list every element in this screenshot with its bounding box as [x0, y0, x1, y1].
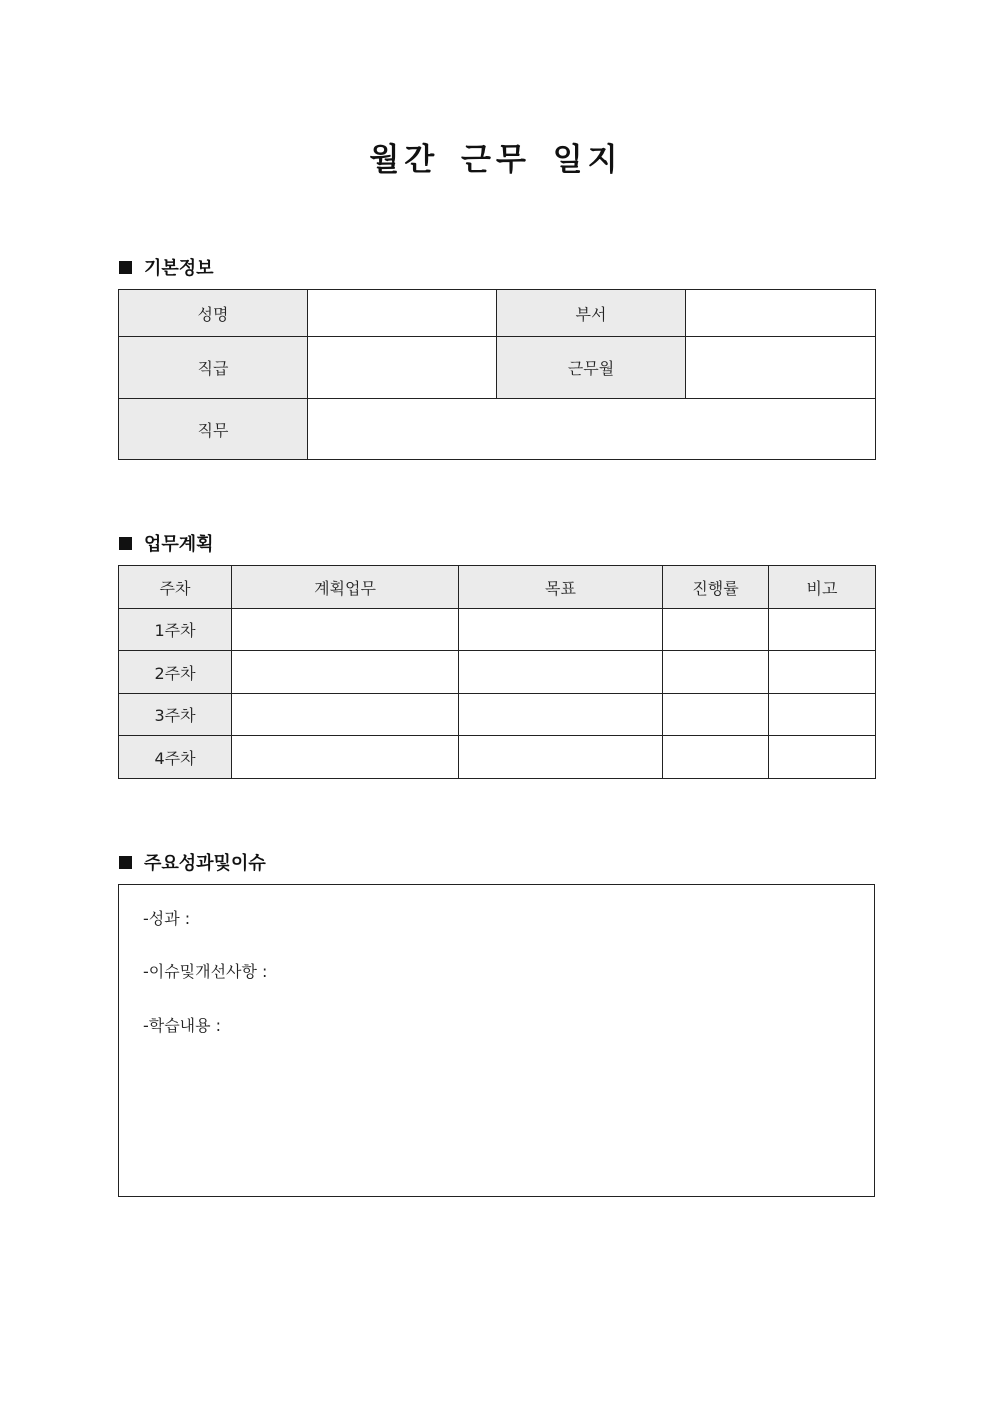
- plan-task-cell[interactable]: [232, 736, 459, 779]
- basic-info-heading: [119, 254, 214, 280]
- learning-content-line: -학습내용 :: [143, 1016, 222, 1035]
- duty-label: 직무: [119, 399, 308, 460]
- table-row: [119, 290, 876, 337]
- name-label: 성명: [119, 290, 308, 337]
- column-header: 계획업무: [232, 566, 459, 609]
- week-label: 4주차: [119, 736, 232, 779]
- progress-cell[interactable]: [663, 609, 769, 651]
- goal-cell[interactable]: [459, 651, 663, 694]
- plan-task-cell[interactable]: [232, 651, 459, 694]
- table-row: [119, 399, 876, 460]
- week-label: 3주차: [119, 694, 232, 736]
- work-plan-table: [118, 565, 876, 779]
- goal-cell[interactable]: [459, 694, 663, 736]
- table-row: [119, 694, 876, 736]
- column-header: 목표: [459, 566, 663, 609]
- position-field[interactable]: [308, 337, 497, 399]
- progress-cell[interactable]: [663, 694, 769, 736]
- square-bullet-icon: [119, 261, 132, 274]
- issues-improvement-line: -이슈및개선사항 :: [143, 962, 268, 981]
- duty-field[interactable]: [308, 399, 876, 460]
- basic-info-table: [118, 289, 876, 460]
- achievements-memo-box[interactable]: [118, 884, 875, 1197]
- document-title: 월간 근무 일지: [369, 142, 623, 178]
- goal-cell[interactable]: [459, 736, 663, 779]
- goal-cell[interactable]: [459, 609, 663, 651]
- name-field[interactable]: [308, 290, 497, 337]
- remarks-cell[interactable]: [769, 651, 876, 694]
- plan-task-cell[interactable]: [232, 609, 459, 651]
- column-header: 진행률: [663, 566, 769, 609]
- remarks-cell[interactable]: [769, 736, 876, 779]
- progress-cell[interactable]: [663, 651, 769, 694]
- week-label: 2주차: [119, 651, 232, 694]
- square-bullet-icon: [119, 856, 132, 869]
- department-field[interactable]: [686, 290, 876, 337]
- basic-info-heading-text: 기본정보: [144, 258, 214, 279]
- table-row: [119, 651, 876, 694]
- work-plan-heading-text: 업무계획: [144, 534, 214, 555]
- department-label: 부서: [497, 290, 686, 337]
- remarks-cell[interactable]: [769, 694, 876, 736]
- progress-cell[interactable]: [663, 736, 769, 779]
- achievements-heading: [119, 849, 266, 875]
- remarks-cell[interactable]: [769, 609, 876, 651]
- work-plan-heading: [119, 530, 214, 556]
- table-row: [119, 609, 876, 651]
- table-header-row: [119, 566, 876, 609]
- table-row: [119, 337, 876, 399]
- table-row: [119, 736, 876, 779]
- work-month-label: 근무월: [497, 337, 686, 399]
- square-bullet-icon: [119, 537, 132, 550]
- column-header: 주차: [119, 566, 232, 609]
- achievement-line: -성과 :: [143, 909, 191, 928]
- plan-task-cell[interactable]: [232, 694, 459, 736]
- achievements-heading-text: 주요성과및이슈: [144, 853, 266, 874]
- position-label: 직급: [119, 337, 308, 399]
- work-month-field[interactable]: [686, 337, 876, 399]
- column-header: 비고: [769, 566, 876, 609]
- week-label: 1주차: [119, 609, 232, 651]
